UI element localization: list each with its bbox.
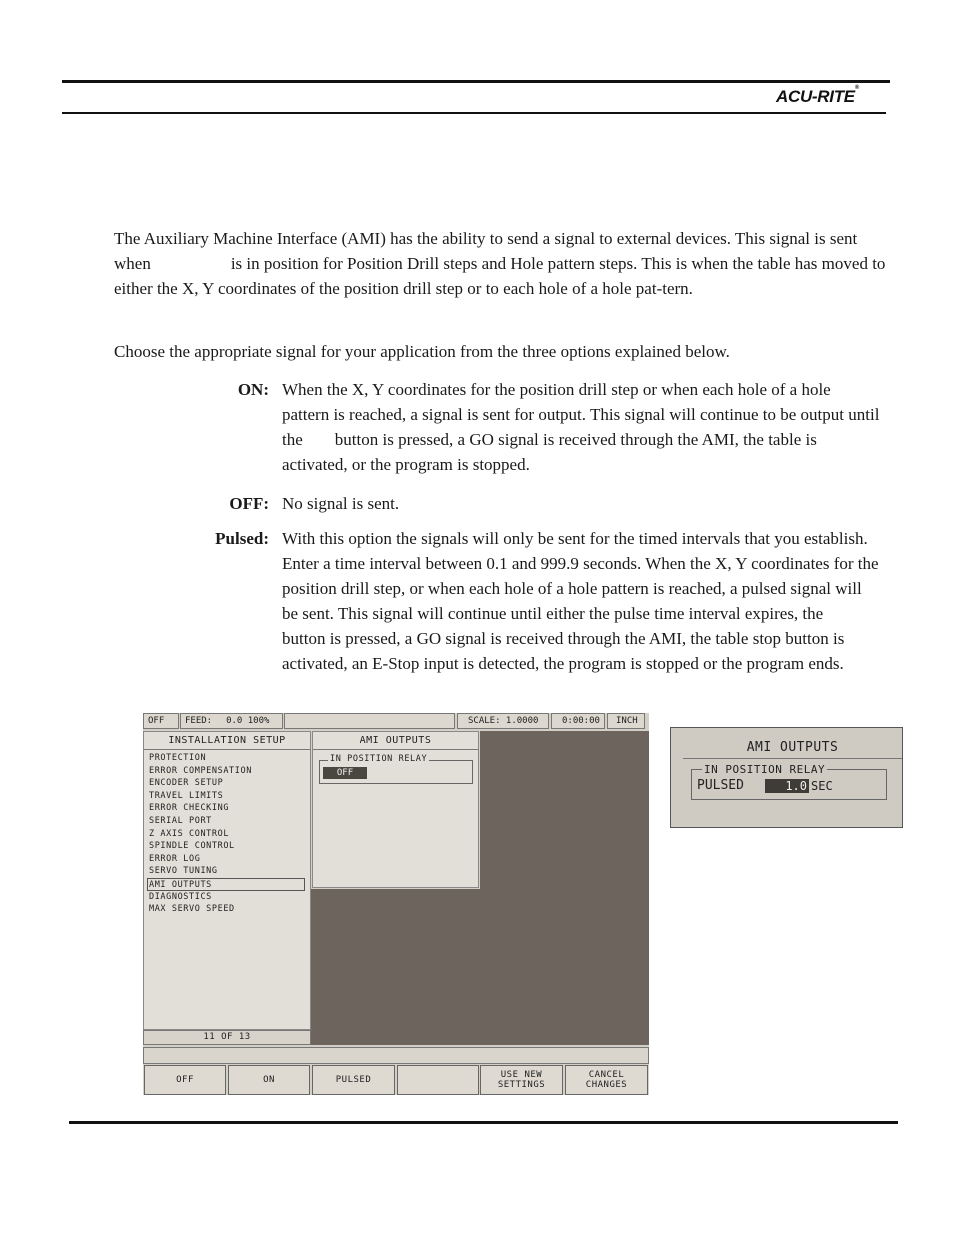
option-term: Pulsed:	[215, 529, 269, 548]
status-time: 0:00:00	[551, 713, 605, 729]
menu-item-serial-port[interactable]: SERIAL PORT	[149, 815, 212, 826]
footer-rule	[69, 1121, 898, 1124]
option-description: No signal is sent.	[282, 494, 400, 513]
panel-title: INSTALLATION SETUP	[144, 732, 310, 750]
option-description: With this option the signals will only be sent for the timed intervals that you establish. Enter a time interval between 0.1 and 999.9 seconds. When the X, Y coordinates for the position drill step, or when each hole of a hole pattern is reached, a pulsed signal will be sent. This signal will continue until either the pulse time interval expires, thebutton is pressed, a GO signal is received through the AMI, the table stop button is activated, an E-Stop input is detected, the program is stopped or the program ends.	[282, 529, 879, 673]
intro-paragraph: The Auxiliary Machine Interface (AMI) has the ability to send a signal to external devices. This signal is sent when is in position for Position Drill steps and Hole pattern steps. This is when the table has moved to either the X, Y coordinates of the position drill step or to each hole of a hole pat-tern.	[114, 229, 886, 298]
status-scale: SCALE: 1.0000	[457, 713, 549, 729]
choose-paragraph: Choose the appropriate signal for your application from the three options explained below.	[114, 342, 730, 361]
panel-title: AMI OUTPUTS	[313, 732, 478, 750]
pulse-unit-label: SEC	[811, 779, 833, 793]
status-feed: FEED: 0.0 100%	[180, 713, 283, 729]
group-label: IN POSITION RELAY	[330, 754, 428, 764]
softkey-blank[interactable]	[397, 1065, 479, 1095]
status-mode: OFF	[143, 713, 179, 729]
softkey-on[interactable]: ON	[228, 1065, 310, 1095]
menu-item-protection[interactable]: PROTECTION	[149, 753, 207, 763]
menu-item-error-log[interactable]: ERROR LOG	[149, 853, 201, 864]
empty-display-area	[311, 889, 480, 1045]
acu-rite-logo: ACU-RITE®	[776, 85, 859, 106]
option-term: OFF:	[229, 494, 269, 513]
option-description: When the X, Y coordinates for the position drill step or when each hole of a hole pattern is reached, a signal is sent for output. This signal will continue to be output until the button is pressed, a GO signal is received through the AMI, the table is activated, or the program is stopped.	[282, 380, 880, 474]
menu-item-error-compensation[interactable]: ERROR COMPENSATION	[149, 765, 252, 776]
status-blank	[284, 713, 455, 729]
option-term: ON:	[237, 380, 269, 399]
relay-mode-label: PULSED	[697, 778, 744, 793]
menu-item-servo-tuning[interactable]: SERVO TUNING	[149, 866, 218, 877]
pulse-interval-field[interactable]: 1.0	[765, 779, 809, 793]
header-bottom-rule	[62, 112, 886, 114]
inset-title: AMI OUTPUTS	[683, 734, 902, 759]
message-bar	[143, 1047, 649, 1064]
menu-item-travel-limits[interactable]: TRAVEL LIMITS	[149, 790, 224, 801]
status-units: INCH	[607, 713, 645, 729]
menu-item-error-checking[interactable]: ERROR CHECKING	[149, 803, 230, 814]
installation-setup-panel	[143, 731, 311, 1030]
softkey-pulsed[interactable]: PULSED	[312, 1065, 395, 1095]
menu-item-encoder-setup[interactable]: ENCODER SETUP	[149, 778, 224, 789]
menu-item-max-servo-speed[interactable]: MAX SERVO SPEED	[149, 904, 235, 915]
installation-setup-screen	[143, 713, 649, 1095]
header-top-rule	[62, 80, 890, 83]
softkey-cancel-changes[interactable]: CANCEL CHANGES	[565, 1065, 648, 1095]
page-count: 11 OF 13	[143, 1030, 311, 1045]
menu-item-spindle-control[interactable]: SPINDLE CONTROL	[149, 841, 235, 852]
softkey-use-new-settings[interactable]: USE NEW SETTINGS	[480, 1065, 563, 1095]
empty-display-area	[480, 731, 649, 1045]
menu-item-ami-outputs[interactable]: AMI OUTPUTS	[147, 878, 305, 891]
group-label: IN POSITION RELAY	[704, 763, 826, 776]
menu-item-z-axis-control[interactable]: Z AXIS CONTROL	[149, 828, 230, 839]
ami-outputs-panel	[312, 731, 479, 888]
softkey-off[interactable]: OFF	[144, 1065, 226, 1095]
relay-value-field[interactable]: OFF	[323, 767, 367, 779]
menu-item-diagnostics[interactable]: DIAGNOSTICS	[149, 891, 212, 902]
ami-outputs-pulsed-inset	[670, 727, 903, 828]
setup-menu	[149, 752, 304, 916]
